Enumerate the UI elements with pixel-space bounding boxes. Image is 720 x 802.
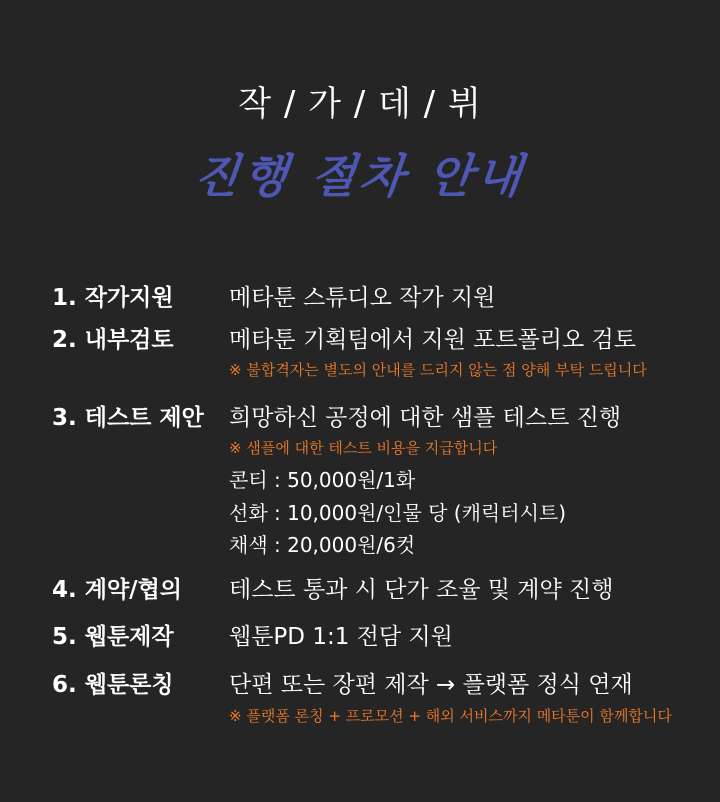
- step-3-label: 3. 테스트 제안: [52, 405, 204, 431]
- step-3-note: ※ 샘플에 대한 테스트 비용을 지급합니다: [229, 439, 498, 457]
- step-1-description: 메타툰 스튜디오 작가 지원: [229, 285, 496, 311]
- step-3-detail-conti: 콘티 : 50,000원/1화: [229, 468, 416, 492]
- step-2-description: 메타툰 기획팀에서 지원 포트폴리오 검토: [229, 327, 636, 353]
- page-subtitle: 진행 절차 안내: [191, 149, 528, 203]
- step-4-label: 4. 계약/협의: [52, 577, 183, 603]
- step-1-label: 1. 작가지원: [52, 285, 174, 311]
- step-3-detail-coloring: 채색 : 20,000원/6컷: [229, 533, 416, 557]
- step-5-description: 웹툰PD 1:1 전담 지원: [229, 624, 453, 650]
- step-2-note: ※ 불합격자는 별도의 안내를 드리지 않는 점 양해 부탁 드립니다: [229, 361, 647, 379]
- step-6-description: 단편 또는 장편 제작 → 플랫폼 정식 연재: [229, 672, 633, 698]
- step-6-note: ※ 플랫폼 론칭 + 프로모션 + 해외 서비스까지 메타툰이 함께합니다: [229, 707, 672, 725]
- step-6-label: 6. 웹툰론칭: [52, 672, 174, 698]
- step-2-label: 2. 내부검토: [52, 327, 174, 353]
- page-title: 작 / 가 / 데 / 뷔: [238, 84, 482, 124]
- step-5-label: 5. 웹툰제작: [52, 624, 174, 650]
- step-4-description: 테스트 통과 시 단가 조율 및 계약 진행: [229, 577, 614, 603]
- step-3-description: 희망하신 공정에 대한 샘플 테스트 진행: [229, 405, 622, 431]
- step-3-detail-lineart: 선화 : 10,000원/인물 당 (캐릭터시트): [229, 501, 567, 525]
